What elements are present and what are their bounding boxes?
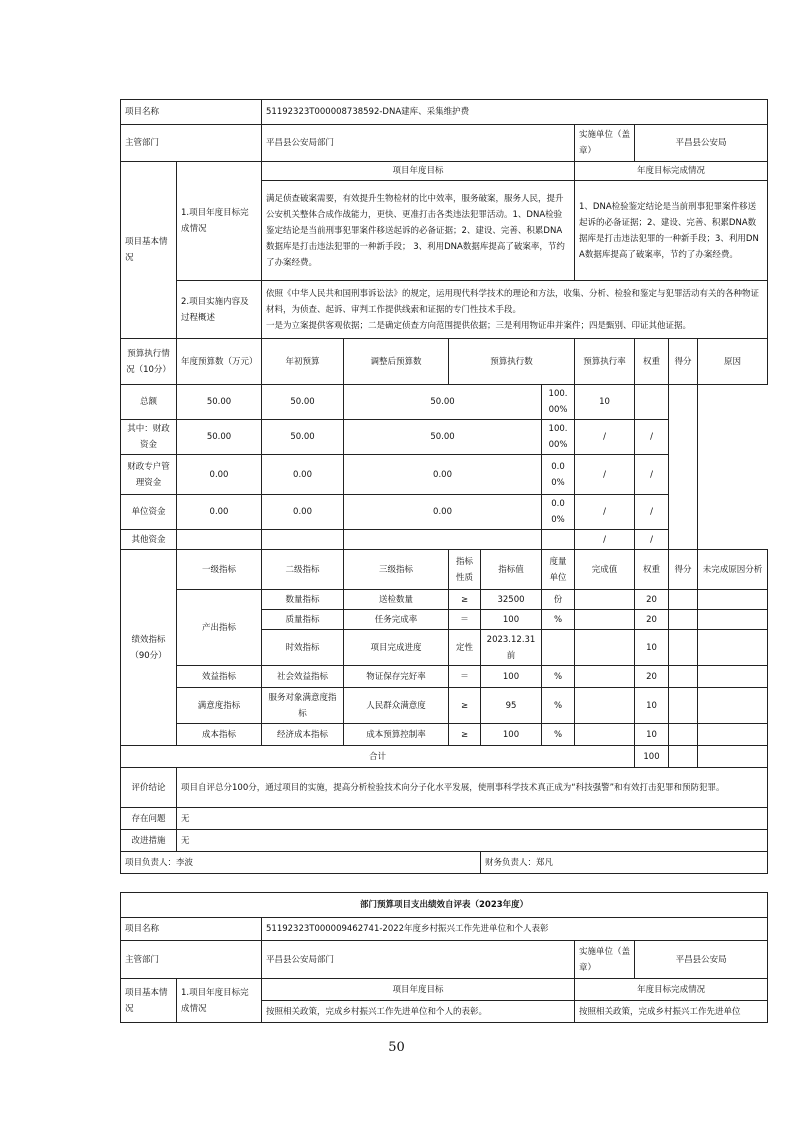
dept: 平昌县公安局部门 bbox=[262, 941, 575, 979]
header: 年度预算数（万元） bbox=[177, 339, 262, 385]
table-cell: 10 bbox=[635, 724, 669, 746]
table-cell bbox=[575, 724, 635, 746]
label: 项目名称 bbox=[121, 100, 262, 125]
table-cell: 20 bbox=[635, 590, 669, 610]
table-cell: 20 bbox=[635, 610, 669, 630]
table-cell: 指标值 bbox=[481, 550, 542, 590]
table-cell: 10 bbox=[575, 385, 635, 420]
goal-text: 按照相关政策，完成乡村振兴工作先进单位和个人的表彰。 bbox=[262, 1001, 575, 1023]
table-cell: / bbox=[635, 530, 669, 550]
page-number: 50 bbox=[388, 1040, 405, 1055]
perf-rows bbox=[121, 550, 768, 746]
table-cell: / bbox=[575, 530, 635, 550]
table-cell: 32500 bbox=[481, 590, 542, 610]
project-manager: 项目负责人：李波 bbox=[121, 852, 481, 874]
table-row bbox=[121, 724, 768, 746]
table-cell: 度量单位 bbox=[542, 550, 575, 590]
table-cell bbox=[262, 530, 344, 550]
header: 年度目标完成情况 bbox=[575, 162, 768, 181]
table-cell: 定性 bbox=[449, 630, 481, 666]
impl-unit: 平昌县公安局 bbox=[635, 941, 768, 979]
empty-cell bbox=[698, 610, 768, 630]
table-cell: 50.00 bbox=[262, 420, 344, 455]
table-cell: 50.00 bbox=[262, 385, 344, 420]
table-cell: 一级指标 bbox=[177, 550, 262, 590]
table-cell: 效益指标 bbox=[177, 666, 262, 688]
table-cell: 95 bbox=[481, 688, 542, 724]
project-name: 51192323T000008738592-DNA建库、采集维护费 bbox=[262, 100, 768, 125]
table-cell: 50.00 bbox=[177, 420, 262, 455]
label: 评价结论 bbox=[121, 768, 177, 808]
empty-cell bbox=[669, 630, 698, 666]
empty-cell bbox=[698, 746, 768, 768]
table-cell: / bbox=[635, 495, 669, 530]
table-title: 部门预算项目支出绩效自评表（2023年度） bbox=[121, 893, 768, 918]
label: 项目基本情况 bbox=[121, 979, 177, 1023]
table-cell bbox=[575, 666, 635, 688]
table-cell: 物证保存完好率 bbox=[344, 666, 449, 688]
table-cell: 总额 bbox=[121, 385, 177, 420]
table-cell: ＝ bbox=[449, 666, 481, 688]
table-cell: % bbox=[542, 610, 575, 630]
empty-cell bbox=[669, 590, 698, 610]
label: 合计 bbox=[121, 746, 635, 768]
table-cell bbox=[575, 630, 635, 666]
table-cell: 产出指标 bbox=[177, 590, 262, 666]
table-cell: ≥ bbox=[449, 724, 481, 746]
table-cell: 完成值 bbox=[575, 550, 635, 590]
issue-text: 无 bbox=[177, 808, 768, 830]
table-cell: 0.00 bbox=[177, 455, 262, 495]
budget-rows bbox=[121, 385, 768, 550]
label: 预算执行情况（10分） bbox=[121, 339, 177, 385]
total-weight: 100 bbox=[635, 746, 669, 768]
label: 主管部门 bbox=[121, 125, 262, 162]
header: 预算执行率 bbox=[575, 339, 635, 385]
content-1: 依照《中华人民共和国刑事诉讼法》的规定，运用现代科学技术的理论和方法，收集、分析、检验和鉴定与犯罪活动有关的各种物证材料，为侦查、起诉、审判工作提供线索和证据的专门性技术手段。 bbox=[266, 288, 760, 315]
table-cell bbox=[344, 530, 542, 550]
label: 主管部门 bbox=[121, 941, 262, 979]
label: 1.项目年度目标完成情况 bbox=[177, 979, 262, 1023]
goal-text: 满足侦查破案需要，有效提升生物检材的比中效率，服务破案，服务人民，提升公安机关整体合成作战能力，更快、更准打击各类违法犯罪活动。1、DNA检验鉴定结论是当前刑事犯罪案件移送起诉的必备证据；2、建设、完善、积累DNA数据库是打击违法犯罪的一种新手段； 3、利用DNA数据库提高了破案率，节约了办案经费。 bbox=[262, 181, 575, 281]
label: 项目名称 bbox=[121, 918, 262, 941]
table-cell: 2023.12.31前 bbox=[481, 630, 542, 666]
table-row bbox=[121, 666, 768, 688]
table-cell: 二级指标 bbox=[262, 550, 344, 590]
header: 项目年度目标 bbox=[262, 162, 575, 181]
table-cell bbox=[575, 688, 635, 724]
empty-cell bbox=[698, 666, 768, 688]
table-cell bbox=[177, 530, 262, 550]
table-cell: 100 bbox=[481, 666, 542, 688]
table-cell: / bbox=[575, 455, 635, 495]
table-cell: 成本指标 bbox=[177, 724, 262, 746]
table-cell: 得分 bbox=[669, 550, 698, 590]
table-cell: / bbox=[575, 495, 635, 530]
table-cell: 份 bbox=[542, 590, 575, 610]
table-cell: 0.00 bbox=[262, 455, 344, 495]
table-cell: 绩效指标（90分） bbox=[121, 550, 177, 746]
table-cell: 100 bbox=[481, 610, 542, 630]
reason-cell bbox=[669, 385, 698, 550]
table-cell: 0.00% bbox=[542, 455, 575, 495]
table-row bbox=[121, 550, 768, 590]
table-cell: 10 bbox=[635, 688, 669, 724]
empty-cell bbox=[698, 724, 768, 746]
table-cell: 其他资金 bbox=[121, 530, 177, 550]
table-cell: 服务对象满意度指标 bbox=[262, 688, 344, 724]
table-cell: 满意度指标 bbox=[177, 688, 262, 724]
impl-unit: 平昌县公安局 bbox=[635, 125, 768, 162]
table-cell: 50.00 bbox=[177, 385, 262, 420]
table-row bbox=[121, 590, 768, 610]
table-cell: 0.00 bbox=[177, 495, 262, 530]
table-cell: 50.00 bbox=[344, 385, 542, 420]
table-cell: ＝ bbox=[449, 610, 481, 630]
table-cell bbox=[542, 630, 575, 666]
empty-cell bbox=[698, 590, 768, 610]
table-cell: 未完成原因分析 bbox=[698, 550, 768, 590]
header: 年初预算 bbox=[262, 339, 344, 385]
table-cell: 数量指标 bbox=[262, 590, 344, 610]
table-cell: 送检数量 bbox=[344, 590, 449, 610]
table-cell: 三级指标 bbox=[344, 550, 449, 590]
table-cell: 财政专户管理资金 bbox=[121, 455, 177, 495]
done-text: 1、DNA检验鉴定结论是当前刑事犯罪案件移送起诉的必备证据；2、建设、完善、积累DNA数据库是打击违法犯罪的一种新手段；3、利用DNA数据库提高了破案率，节约了办案经费。 bbox=[575, 181, 768, 281]
table-row bbox=[121, 688, 768, 724]
content-2: 一是为立案提供客观依据；二是确定侦查方向范围提供依据；三是利用物证串并案件；四是甄别、印证其他证据。 bbox=[266, 320, 692, 331]
label: 实施单位（盖章） bbox=[575, 941, 635, 979]
label: 实施单位（盖章） bbox=[575, 125, 635, 162]
header: 得分 bbox=[669, 339, 698, 385]
table-cell: 指标性质 bbox=[449, 550, 481, 590]
finance-manager: 财务负责人：郑凡 bbox=[481, 852, 768, 874]
table-cell: 0.00% bbox=[542, 495, 575, 530]
table-cell: 20 bbox=[635, 666, 669, 688]
table-cell: / bbox=[575, 420, 635, 455]
table-cell bbox=[575, 590, 635, 610]
empty-cell bbox=[669, 666, 698, 688]
label: 2.项目实施内容及过程概述 bbox=[177, 281, 262, 339]
table-cell: 单位资金 bbox=[121, 495, 177, 530]
table-cell: 100.00% bbox=[542, 420, 575, 455]
performance-table-2 bbox=[120, 892, 768, 1023]
empty-cell bbox=[669, 610, 698, 630]
table-cell: 经济成本指标 bbox=[262, 724, 344, 746]
table-cell: 0.00 bbox=[262, 495, 344, 530]
table-cell: 0.00 bbox=[344, 455, 542, 495]
header: 项目年度目标 bbox=[262, 979, 575, 1001]
label: 1.项目年度目标完成情况 bbox=[177, 162, 262, 281]
table-cell: ≥ bbox=[449, 688, 481, 724]
header: 年度目标完成情况 bbox=[575, 979, 768, 1001]
header: 调整后预算数 bbox=[344, 339, 449, 385]
table-cell: 50.00 bbox=[344, 420, 542, 455]
table-cell: 时效指标 bbox=[262, 630, 344, 666]
table-cell: 人民群众满意度 bbox=[344, 688, 449, 724]
header: 原因 bbox=[698, 339, 768, 385]
table-cell: ≥ bbox=[449, 590, 481, 610]
improve-text: 无 bbox=[177, 830, 768, 852]
label: 改进措施 bbox=[121, 830, 177, 852]
performance-table-1 bbox=[120, 99, 768, 874]
table-cell: 100.00% bbox=[542, 385, 575, 420]
table-cell: % bbox=[542, 688, 575, 724]
table-cell: 0.00 bbox=[344, 495, 542, 530]
header: 预算执行数 bbox=[449, 339, 575, 385]
table-cell: 社会效益指标 bbox=[262, 666, 344, 688]
table-cell: % bbox=[542, 724, 575, 746]
table-cell: % bbox=[542, 666, 575, 688]
label: 项目基本情况 bbox=[121, 162, 177, 339]
table-cell: 权重 bbox=[635, 550, 669, 590]
empty-cell bbox=[669, 724, 698, 746]
table-cell: 项目完成进度 bbox=[344, 630, 449, 666]
table-cell: 任务完成率 bbox=[344, 610, 449, 630]
label: 存在问题 bbox=[121, 808, 177, 830]
empty-cell bbox=[669, 746, 698, 768]
table-cell bbox=[542, 530, 575, 550]
empty-cell bbox=[698, 688, 768, 724]
table-cell: 其中：财政资金 bbox=[121, 420, 177, 455]
content-text bbox=[262, 281, 768, 339]
table-cell: / bbox=[635, 455, 669, 495]
empty-cell bbox=[698, 630, 768, 666]
project-name: 51192323T000009462741-2022年度乡村振兴工作先进单位和个人表彰 bbox=[262, 918, 768, 941]
done-text: 按照相关政策，完成乡村振兴工作先进单位 bbox=[575, 1001, 768, 1023]
table-cell: 10 bbox=[635, 630, 669, 666]
eval-text: 项目自评总分100分，通过项目的实施，提高分析检验技术向分子化水平发展，使刑事科学技术真正成为“科技强警”和有效打击犯罪和预防犯罪。 bbox=[177, 768, 768, 808]
table-cell: 成本预算控制率 bbox=[344, 724, 449, 746]
table-cell: / bbox=[635, 420, 669, 455]
empty-cell bbox=[669, 688, 698, 724]
table-cell bbox=[635, 385, 669, 420]
header: 权重 bbox=[635, 339, 669, 385]
table-row bbox=[121, 385, 768, 420]
table-cell bbox=[575, 610, 635, 630]
table-cell: 质量指标 bbox=[262, 610, 344, 630]
dept: 平昌县公安局部门 bbox=[262, 125, 575, 162]
table-cell: 100 bbox=[481, 724, 542, 746]
